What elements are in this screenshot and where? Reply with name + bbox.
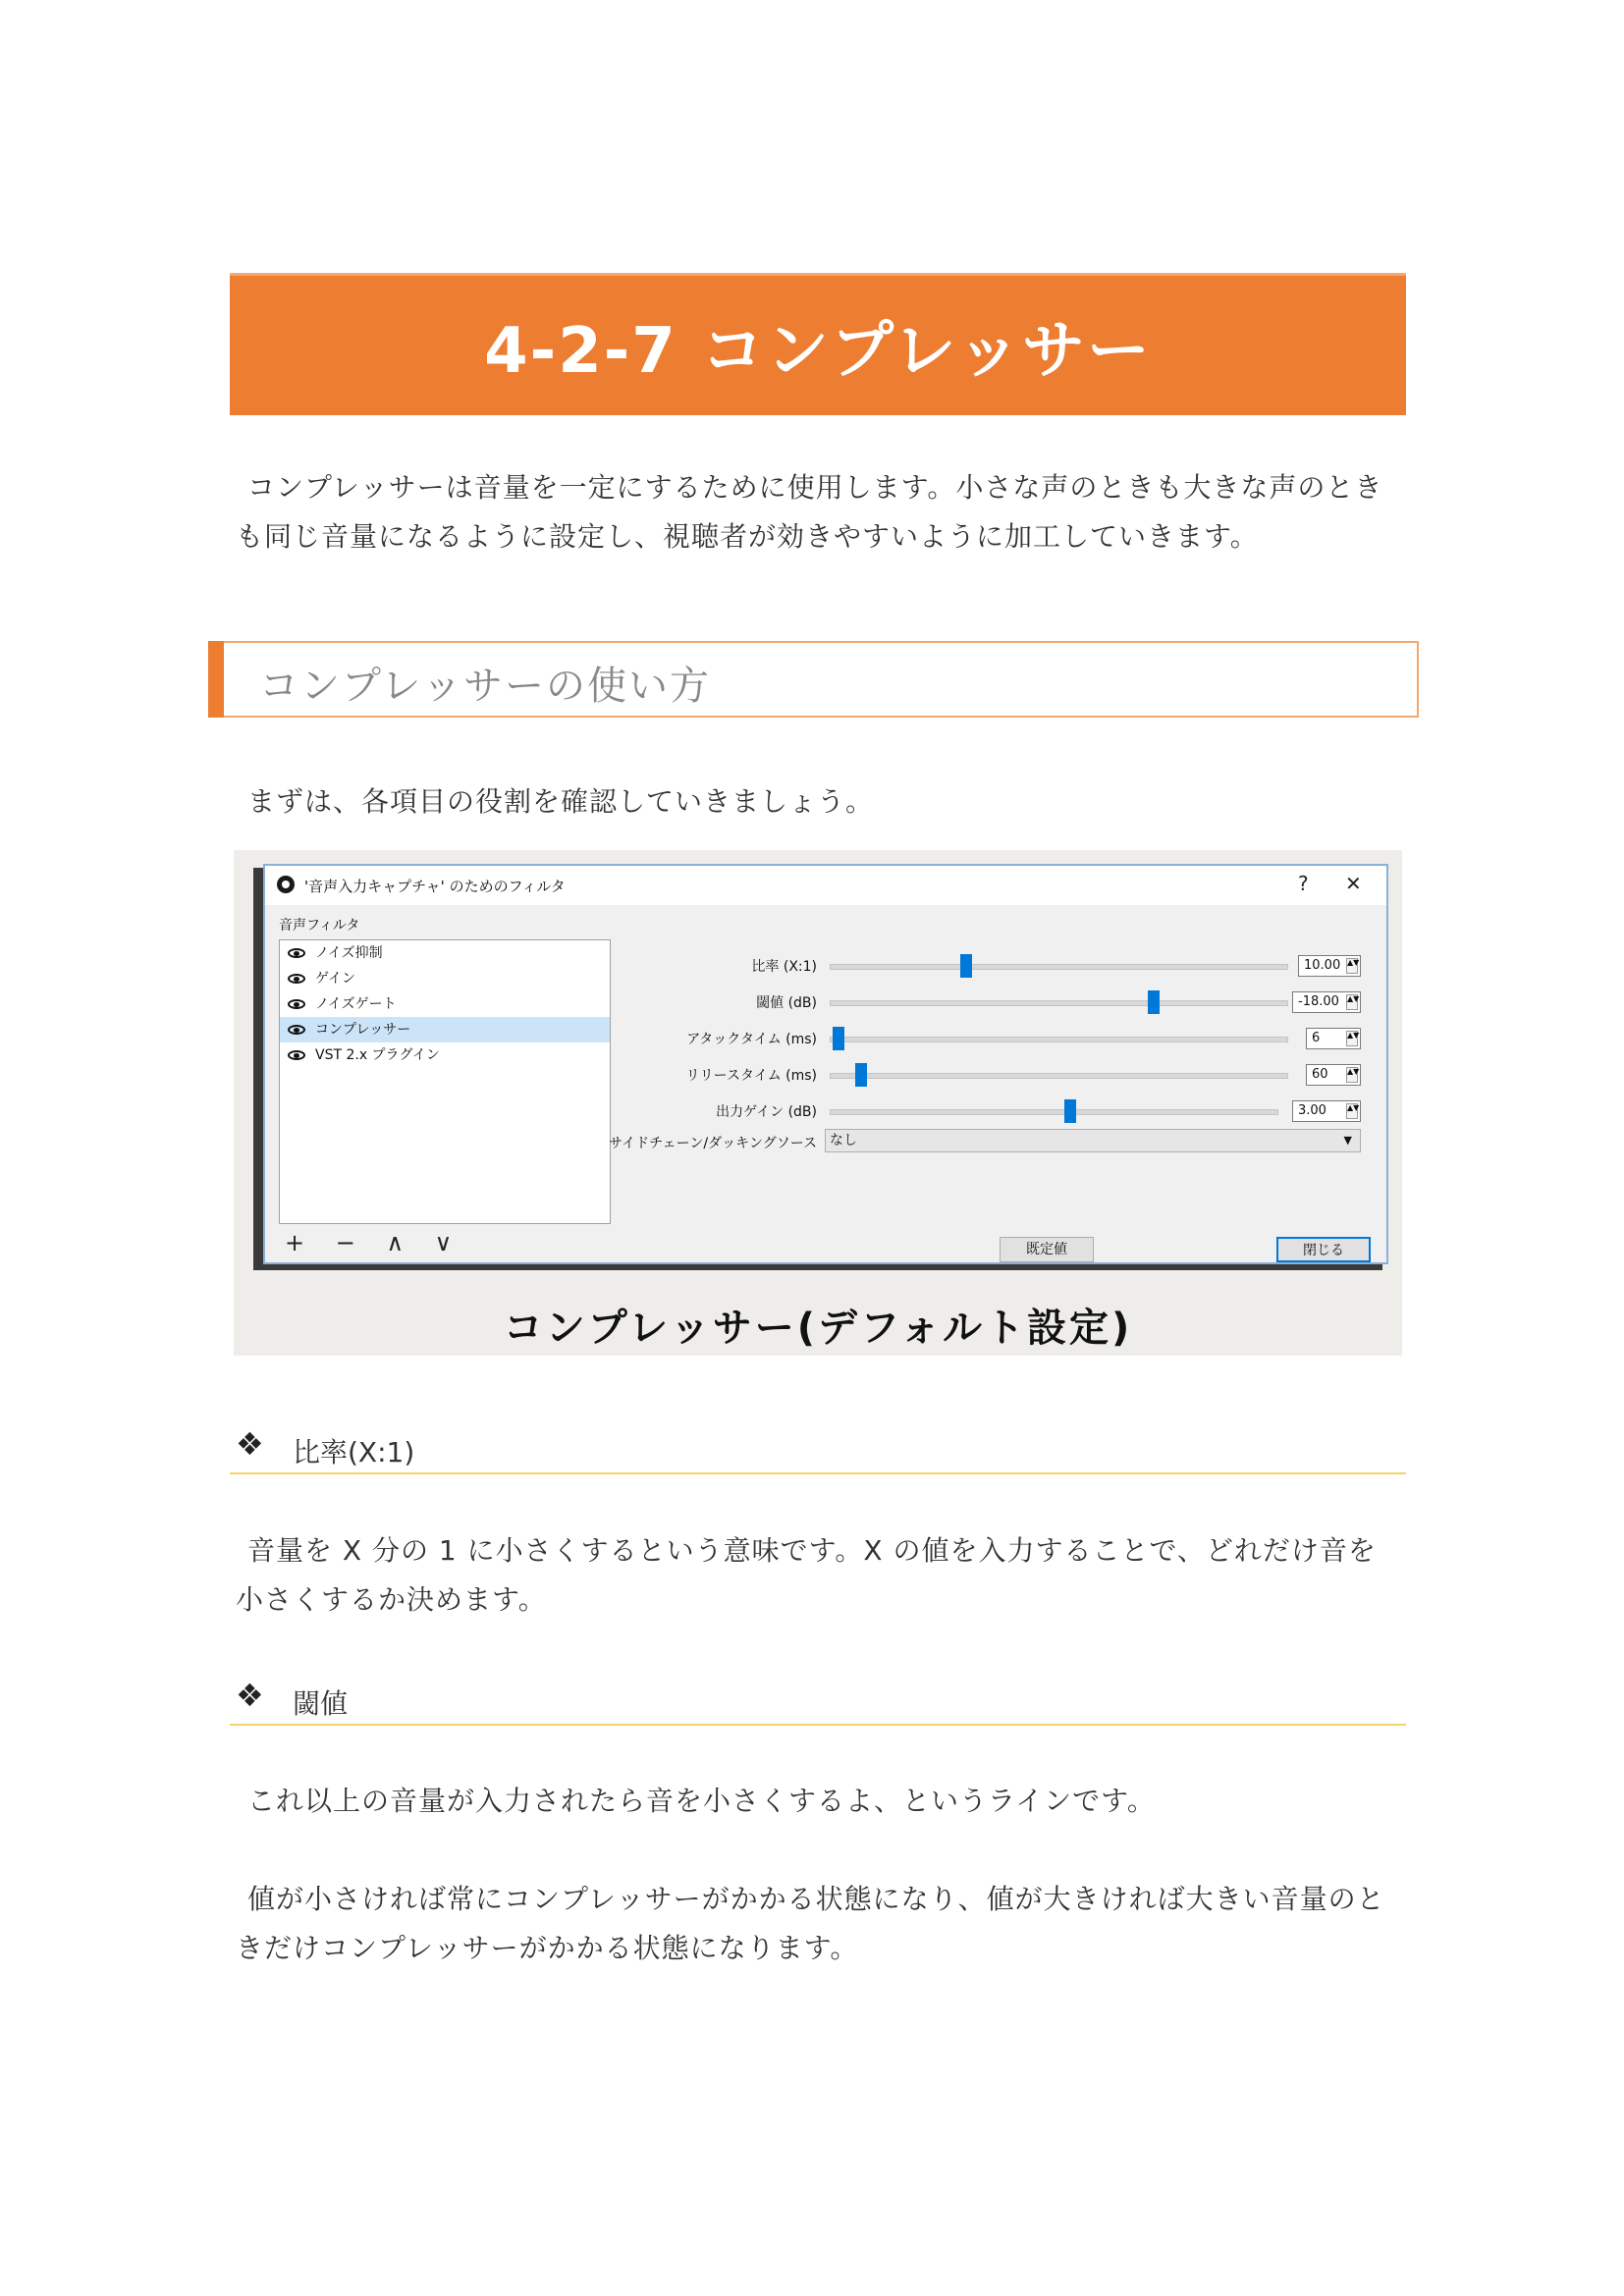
visibility-eye-icon[interactable] bbox=[288, 999, 305, 1009]
property-value: 10.00 bbox=[1304, 958, 1341, 973]
section-heading-box bbox=[208, 641, 1419, 718]
property-label: 出力ゲイン (dB) bbox=[716, 1104, 817, 1120]
property-slider-thumb[interactable] bbox=[1148, 990, 1160, 1014]
filter-item[interactable]: ゲイン bbox=[280, 966, 610, 991]
property-slider-track[interactable] bbox=[830, 964, 1288, 970]
threshold-description: これ以上の音量が入力されたら音を小さくするよ、というラインです。 bbox=[247, 1785, 1156, 1817]
property-slider-thumb[interactable] bbox=[1064, 1099, 1076, 1123]
section-heading-accent bbox=[208, 641, 224, 718]
property-slider-thumb[interactable] bbox=[855, 1063, 867, 1087]
visibility-eye-icon[interactable] bbox=[288, 974, 305, 984]
ratio-heading-label: 比率(X:1) bbox=[293, 1436, 415, 1468]
help-button[interactable]: ? bbox=[1298, 872, 1309, 895]
threshold-description-2: 値が小さければ常にコンプレッサーがかかる状態になり、値が大きければ大きい音量のときだけコンプレッサーがかかる状態になります。 bbox=[236, 1883, 1385, 1964]
diamond-bullet-icon: ❖ bbox=[236, 1425, 264, 1463]
sidechain-label: サイドチェーン/ダッキングソース bbox=[609, 1136, 817, 1151]
filter-item[interactable]: VST 2.x プラグイン bbox=[280, 1042, 610, 1068]
property-value: 6 bbox=[1312, 1031, 1321, 1045]
sidechain-select[interactable]: なし ▼ bbox=[825, 1129, 1361, 1152]
spin-arrows-icon[interactable]: ▲▼ bbox=[1346, 1103, 1358, 1119]
property-label: 比率 (X:1) bbox=[751, 959, 817, 975]
property-value-spinbox[interactable] bbox=[1292, 991, 1361, 1013]
property-value: -18.00 bbox=[1298, 994, 1339, 1009]
obs-logo-icon bbox=[277, 876, 295, 893]
filter-item[interactable]: ノイズ抑制 bbox=[280, 940, 610, 966]
spin-arrows-icon[interactable]: ▲▼ bbox=[1346, 1031, 1358, 1046]
threshold-heading-label: 閾値 bbox=[293, 1687, 349, 1720]
filter-list-caption: 音声フィルタ bbox=[279, 918, 360, 934]
intro-paragraph: コンプレッサーは音量を一定にするために使用します。小さな声のときも大きな声のときも同じ音量になるように設定し、視聴者が効きやすいように加工していきます。 bbox=[236, 471, 1383, 553]
chapter-heading-banner bbox=[230, 273, 1406, 415]
chapter-heading: 4-2-7 コンプレッサー bbox=[484, 315, 1152, 388]
property-label: アタックタイム (ms) bbox=[686, 1032, 817, 1047]
close-dialog-button[interactable]: 閉じる bbox=[1276, 1237, 1371, 1262]
spin-arrows-icon[interactable]: ▲▼ bbox=[1346, 994, 1358, 1010]
property-label: リリースタイム (ms) bbox=[685, 1068, 817, 1084]
property-slider-track[interactable] bbox=[830, 1073, 1288, 1079]
threshold-heading bbox=[230, 1675, 1406, 1726]
property-value-spinbox[interactable] bbox=[1306, 1064, 1361, 1086]
defaults-button[interactable]: 既定値 bbox=[1000, 1237, 1094, 1262]
filter-item-selected[interactable]: コンプレッサー bbox=[280, 1017, 610, 1042]
property-slider-track[interactable] bbox=[830, 1037, 1288, 1042]
ratio-heading bbox=[230, 1423, 1406, 1474]
filter-dialog bbox=[263, 864, 1388, 1264]
spin-arrows-icon[interactable]: ▲▼ bbox=[1346, 1067, 1358, 1083]
property-value: 60 bbox=[1312, 1067, 1328, 1082]
dialog-titlebar bbox=[265, 866, 1386, 905]
filter-list-controls[interactable]: + − ∧ ∨ bbox=[285, 1229, 464, 1256]
property-slider-thumb[interactable] bbox=[960, 954, 972, 978]
chevron-down-icon: ▼ bbox=[1343, 1134, 1352, 1147]
property-value-spinbox[interactable] bbox=[1306, 1028, 1361, 1049]
property-slider-thumb[interactable] bbox=[833, 1027, 844, 1050]
visibility-eye-icon[interactable] bbox=[288, 948, 305, 958]
property-value: 3.00 bbox=[1298, 1103, 1326, 1118]
property-slider-track[interactable] bbox=[830, 1000, 1288, 1006]
property-slider-track[interactable] bbox=[830, 1109, 1278, 1115]
property-label: 閾値 (dB) bbox=[756, 995, 817, 1011]
visibility-eye-icon[interactable] bbox=[288, 1025, 305, 1035]
section-heading: コンプレッサーの使い方 bbox=[259, 664, 711, 709]
diamond-bullet-icon: ❖ bbox=[236, 1677, 264, 1714]
close-icon[interactable]: ✕ bbox=[1345, 872, 1362, 895]
property-value-spinbox[interactable] bbox=[1298, 955, 1361, 977]
compressor-screenshot-figure bbox=[234, 850, 1402, 1356]
figure-caption: コンプレッサー(デフォルト設定) bbox=[503, 1306, 1133, 1351]
section-intro-paragraph: まずは、各項目の役割を確認していきましょう。 bbox=[247, 785, 875, 818]
visibility-eye-icon[interactable] bbox=[288, 1050, 305, 1060]
ratio-description: 音量を X 分の 1 に小さくするという意味です。X の値を入力することで、どれだけ音を小さくするか決めます。 bbox=[236, 1534, 1377, 1616]
property-value-spinbox[interactable] bbox=[1292, 1100, 1361, 1122]
spin-arrows-icon[interactable]: ▲▼ bbox=[1346, 958, 1358, 974]
filter-item[interactable]: ノイズゲート bbox=[280, 991, 610, 1017]
dialog-title: '音声入力キャプチャ' のためのフィルタ bbox=[304, 878, 566, 895]
